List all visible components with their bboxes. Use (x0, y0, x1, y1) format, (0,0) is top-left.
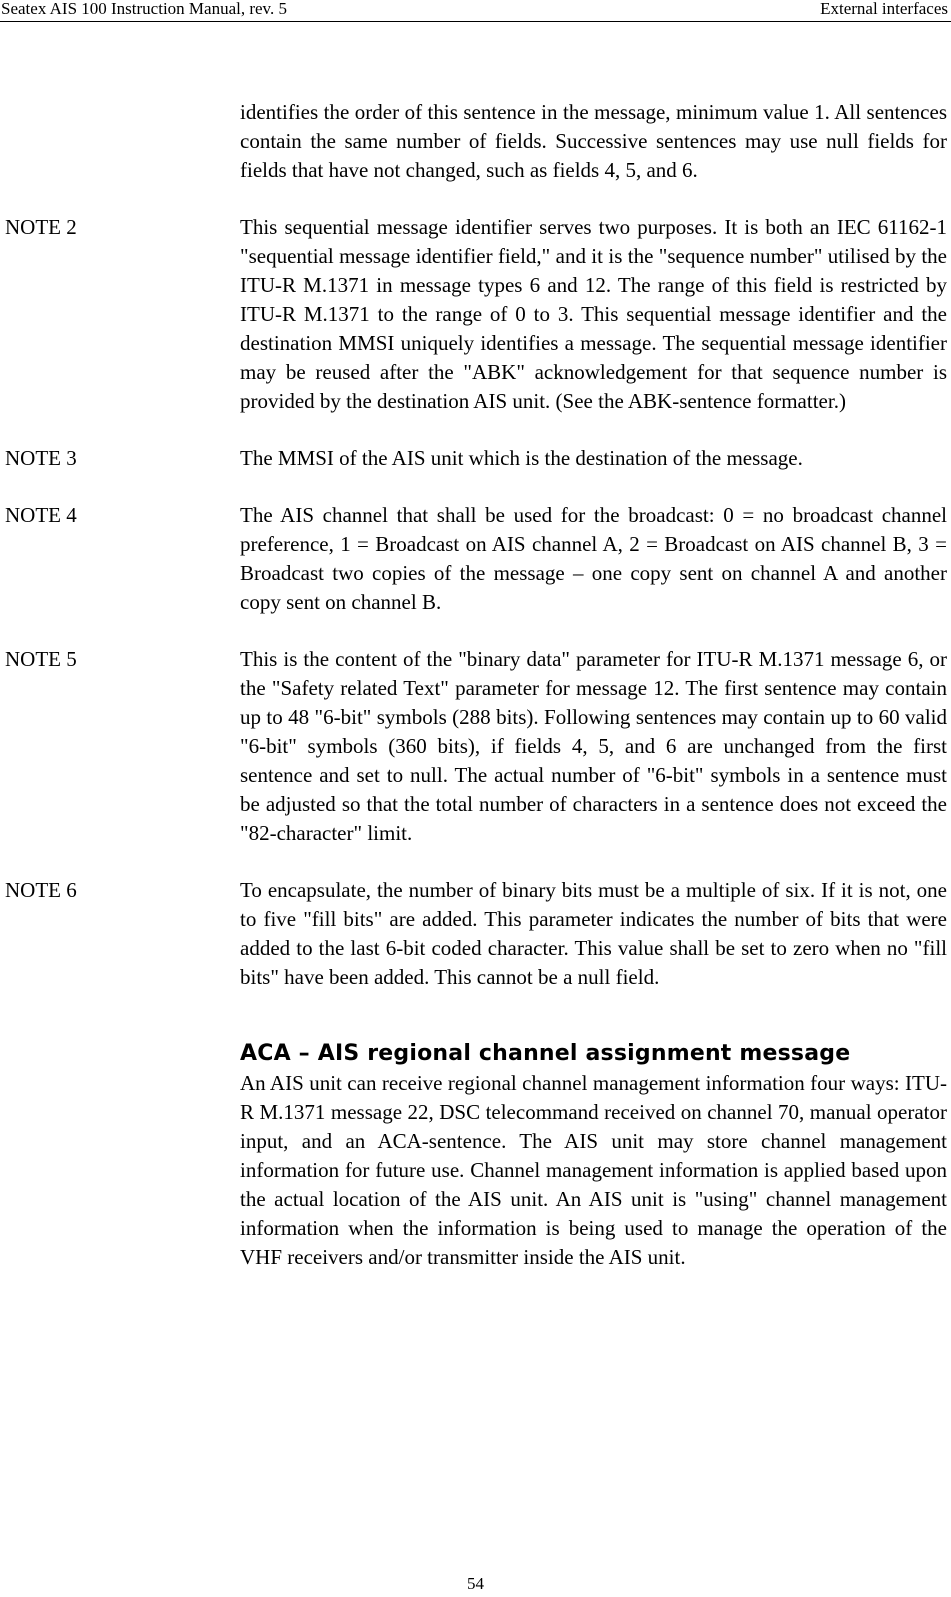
header-manual-title: Seatex AIS 100 Instruction Manual, rev. 5 (1, 0, 287, 18)
note-4 (0, 501, 951, 617)
note-text: The AIS channel that shall be used for the broadcast: 0 = no broadcast channel preference, 1 = Broadcast on AIS channel A, 2 = Broadcast on AIS channel B, 3 = Broadcast two copies of the message – one copy sent on channel A and another copy sent on channel B. (240, 503, 947, 614)
section-body: An AIS unit can receive regional channel management information four ways: ITU-R M.1371 message 22, DSC telecommand received on channel 70, manual operator input, and an ACA-sentence. The AIS unit may store channel management information for future use. Channel management information is applied based upon the actual location of the AIS unit. An AIS unit is "using" channel management information when the information is being used to manage the operation of the VHF receivers and/or transmitter inside the AIS unit. (240, 1071, 947, 1269)
header-chapter-title: External interfaces (820, 0, 948, 18)
note-text: This is the content of the "binary data" parameter for ITU-R M.1371 message 6, or the "Safety related Text" parameter for message 12. The first sentence may contain up to 48 "6-bit" symbols (288 bits). Following sentences may contain up to 60 valid "6-bit" symbols (360 bits), if fields 4, 5, and 6 are unchanged from the first sentence and set to null. The actual number of "6-bit" symbols in a sentence must be adjusted so that the total number of characters in a sentence does not exceed the "82-character" limit. (240, 647, 947, 845)
note-text: This sequential message identifier serves two purposes. It is both an IEC 61162-1 "sequential message identifier field," and it is the "sequence number" utilised by the ITU-R M.1371 in message types 6 and 12. The range of this field is restricted by ITU-R M.1371 to the range of 0 to 3. This sequential message identifier and the destination MMSI uniquely identifies a message. The sequential message identifier may be reused after the "ABK" acknowledgement for that sequence number is provided by the destination AIS unit. (See the ABK-sentence formatter.) (240, 215, 947, 413)
note-6 (0, 876, 951, 992)
note-5 (0, 645, 951, 848)
page-number: 54 (467, 1574, 484, 1593)
page-content (0, 98, 951, 1272)
note-label: NOTE 6 (5, 878, 77, 902)
continuation-paragraph: identifies the order of this sentence in the message, minimum value 1. All sentences contain the same number of fields. Successive sentences may use null fields for fields that have not changed, such as fields 4, 5, and 6. (240, 100, 947, 182)
note-text: The MMSI of the AIS unit which is the destination of the message. (240, 446, 803, 470)
note-text: To encapsulate, the number of binary bits must be a multiple of six. If it is not, one to five "fill bits" are added. This parameter indicates the number of bits that were added to the last 6-bit coded character. This value shall be set to zero when no "fill bits" have been added. This cannot be a null field. (240, 878, 947, 989)
note-label: NOTE 2 (5, 215, 77, 239)
note-label: NOTE 3 (5, 446, 77, 470)
note-3 (0, 444, 951, 473)
note-label: NOTE 4 (5, 503, 77, 527)
section-heading: ACA – AIS regional channel assignment message (240, 1041, 851, 1066)
page-header (0, 0, 951, 22)
note-2 (0, 213, 951, 416)
note-label: NOTE 5 (5, 647, 77, 671)
